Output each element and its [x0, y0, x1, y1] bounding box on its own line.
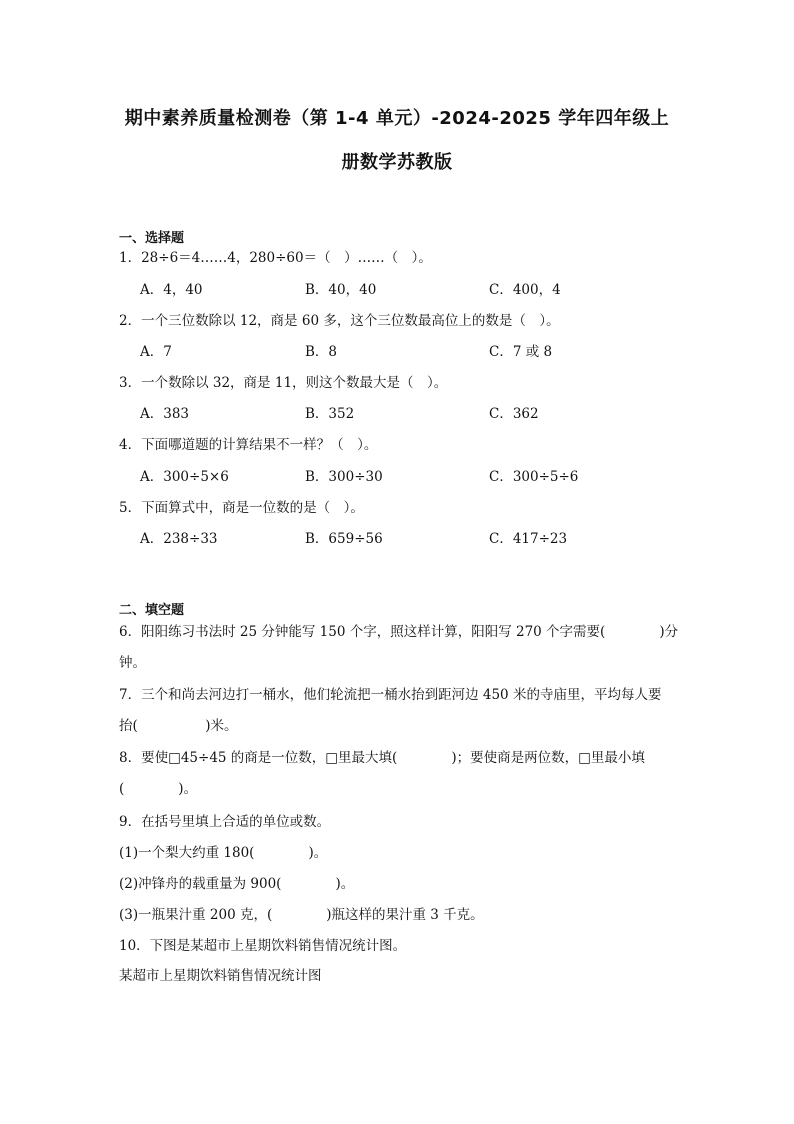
- question-9-part-2: (2)冲锋舟的载重量为 900( )。: [119, 876, 355, 892]
- question-7: 7．三个和尚去河边打一桶水，他们轮流把一桶水抬到距河边 450 米的寺庙里，平均每人要: [119, 687, 662, 703]
- question-7-continued: 抬( )米。: [119, 718, 238, 734]
- question-5-option-c: C．417÷23: [489, 531, 568, 547]
- question-4: 4．下面哪道题的计算结果不一样？（ ）。: [119, 437, 378, 453]
- question-1-option-c: C．400，4: [489, 282, 561, 298]
- question-2-option-c: C．7 或 8: [489, 344, 553, 360]
- document-title-line-1: 期中素养质量检测卷（第 1-4 单元）-2024-2025 学年四年级上: [124, 108, 670, 129]
- question-3-option-a: A．383: [140, 406, 190, 422]
- question-6: 6．阳阳练习书法时 25 分钟能写 150 个字，照这样计算，阳阳写 270 个字需要( )分: [119, 624, 679, 640]
- question-1: 1．28÷6＝4……4，280÷60＝（ ）……（ ）。: [119, 250, 432, 266]
- question-3-option-c: C．362: [489, 406, 539, 422]
- question-2-option-a: A．7: [140, 344, 172, 360]
- question-5: 5．下面算式中，商是一位数的是（ ）。: [119, 500, 364, 516]
- question-4-option-b: B．300÷30: [305, 469, 383, 485]
- question-1-option-a: A．4，40: [140, 282, 203, 298]
- question-8: 8．要使□45÷45 的商是一位数，□里最大填( )；要使商是两位数，□里最小填: [119, 750, 645, 766]
- question-2-option-b: B．8: [305, 344, 338, 360]
- question-5-option-a: A．238÷33: [140, 531, 218, 547]
- question-5-option-b: B．659÷56: [305, 531, 383, 547]
- question-9-part-3: (3)一瓶果汁重 200 克，( )瓶这样的果汁重 3 千克。: [119, 907, 484, 923]
- question-6-continued: 钟。: [119, 655, 146, 671]
- question-3-option-b: B．352: [305, 406, 355, 422]
- section-heading-fill-in: 二、填空题: [119, 603, 185, 618]
- question-9-part-1: (1)一个梨大约重 180( )。: [119, 845, 328, 861]
- chart-caption: 某超市上星期饮料销售情况统计图: [119, 968, 322, 984]
- question-1-option-b: B．40，40: [305, 282, 377, 298]
- section-heading-choice: 一、选择题: [119, 231, 185, 246]
- question-4-option-c: C．300÷5÷6: [489, 469, 579, 485]
- question-10: 10．下图是某超市上星期饮料销售情况统计图。: [119, 938, 407, 954]
- question-9: 9．在括号里填上合适的单位或数。: [119, 814, 331, 830]
- question-4-option-a: A．300÷5×6: [140, 469, 229, 485]
- document-title-line-2: 册数学苏教版: [341, 152, 453, 173]
- question-3: 3．一个数除以 32，商是 11，则这个数最大是（ ）。: [119, 375, 448, 391]
- question-8-continued: ( )。: [119, 781, 198, 797]
- question-2: 2．一个三位数除以 12，商是 60 多，这个三位数最高位上的数是（ ）。: [119, 313, 560, 329]
